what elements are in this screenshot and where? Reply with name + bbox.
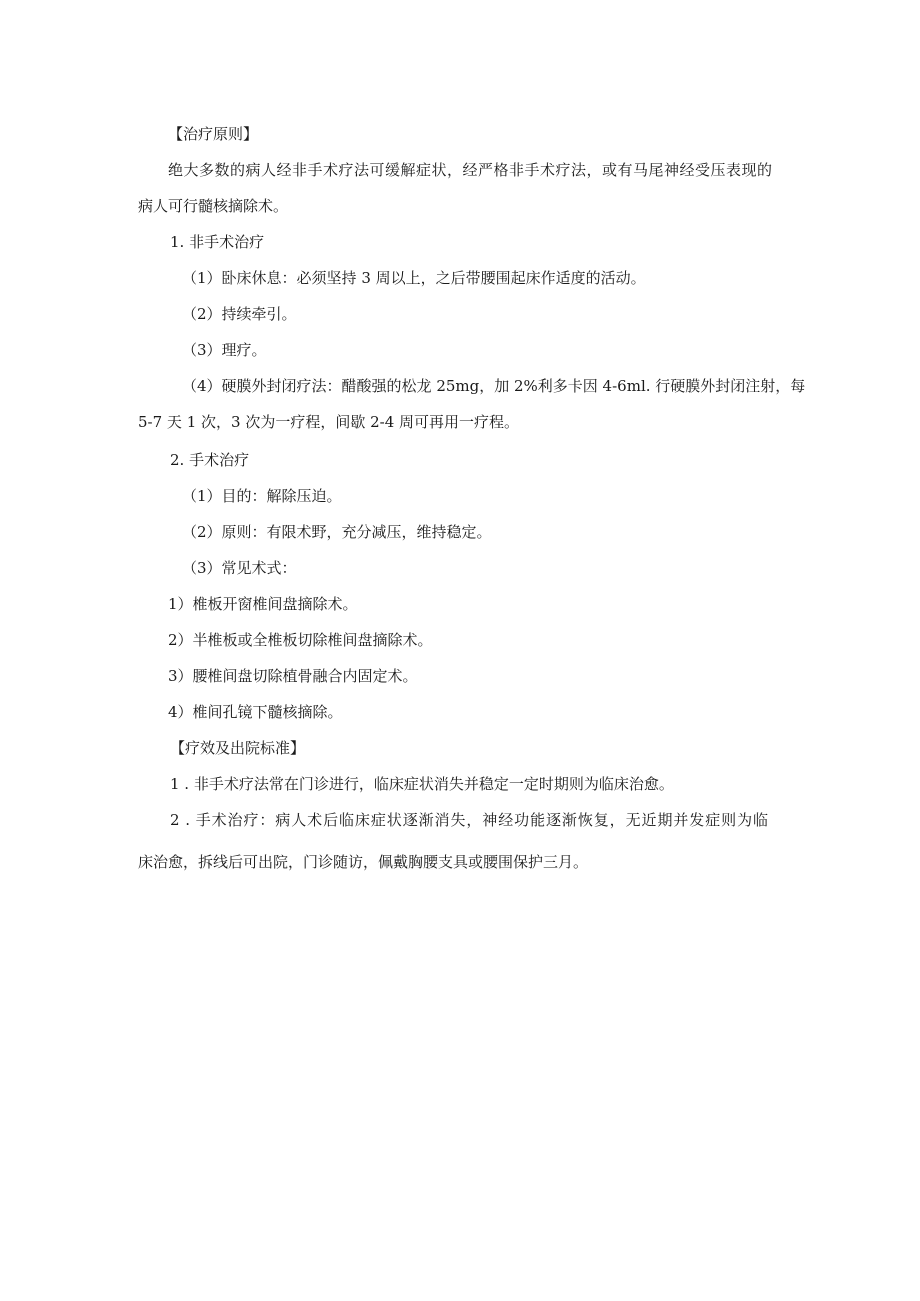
nonsurgical-item-epidural-line-1: （4）硬膜外封闭疗法：醋酸强的松龙 25mg，加 2%利多卡因 4-6ml. 行硬膜外封闭注射，每 [182,377,806,395]
surgical-method-1: 1）椎板开窗椎间盘摘除术。 [168,595,358,613]
surgical-item-purpose: （1）目的：解除压迫。 [182,487,342,505]
efficacy-item-1: 1 . 非手术疗法常在门诊进行，临床症状消失并稳定一定时期则为临床治愈。 [170,775,674,793]
surgical-method-2: 2）半椎板或全椎板切除椎间盘摘除术。 [168,631,433,649]
nonsurgical-item-bed-rest: （1）卧床休息：必须坚持 3 周以上，之后带腰围起床作适度的活动。 [182,269,646,287]
treatment-principles-heading: 【治疗原则】 [168,125,259,143]
surgical-title: 2. 手术治疗 [170,451,250,469]
intro-paragraph-line-1: 绝大多数的病人经非手术疗法可缓解症状，经严格非手术疗法，或有马尾神经受压表现的 [168,161,772,179]
efficacy-item-2-line-2: 床治愈，拆线后可出院，门诊随访，佩戴胸腰支具或腰围保护三月。 [138,853,589,871]
nonsurgical-item-epidural-line-2: 5-7 天 1 次，3 次为一疗程，间歇 2-4 周可再用一疗程。 [138,413,520,431]
nonsurgical-item-traction: （2）持续牵引。 [182,305,297,323]
efficacy-discharge-heading: 【疗效及出院标准】 [170,739,306,757]
surgical-method-4: 4）椎间孔镜下髓核摘除。 [168,703,343,721]
nonsurgical-title: 1. 非手术治疗 [170,233,265,251]
surgical-item-common-methods: （3）常见术式： [182,559,297,577]
nonsurgical-item-physiotherapy: （3）理疗。 [182,341,267,359]
intro-paragraph-line-2: 病人可行髓核摘除术。 [138,197,289,215]
surgical-item-principle: （2）原则：有限术野，充分减压，维持稳定。 [182,523,492,541]
efficacy-item-2-line-1: 2 . 手术治疗：病人术后临床症状逐渐消失，神经功能逐渐恢复，无近期并发症则为临 [170,811,768,829]
surgical-method-3: 3）腰椎间盘切除植骨融合内固定术。 [168,667,418,685]
